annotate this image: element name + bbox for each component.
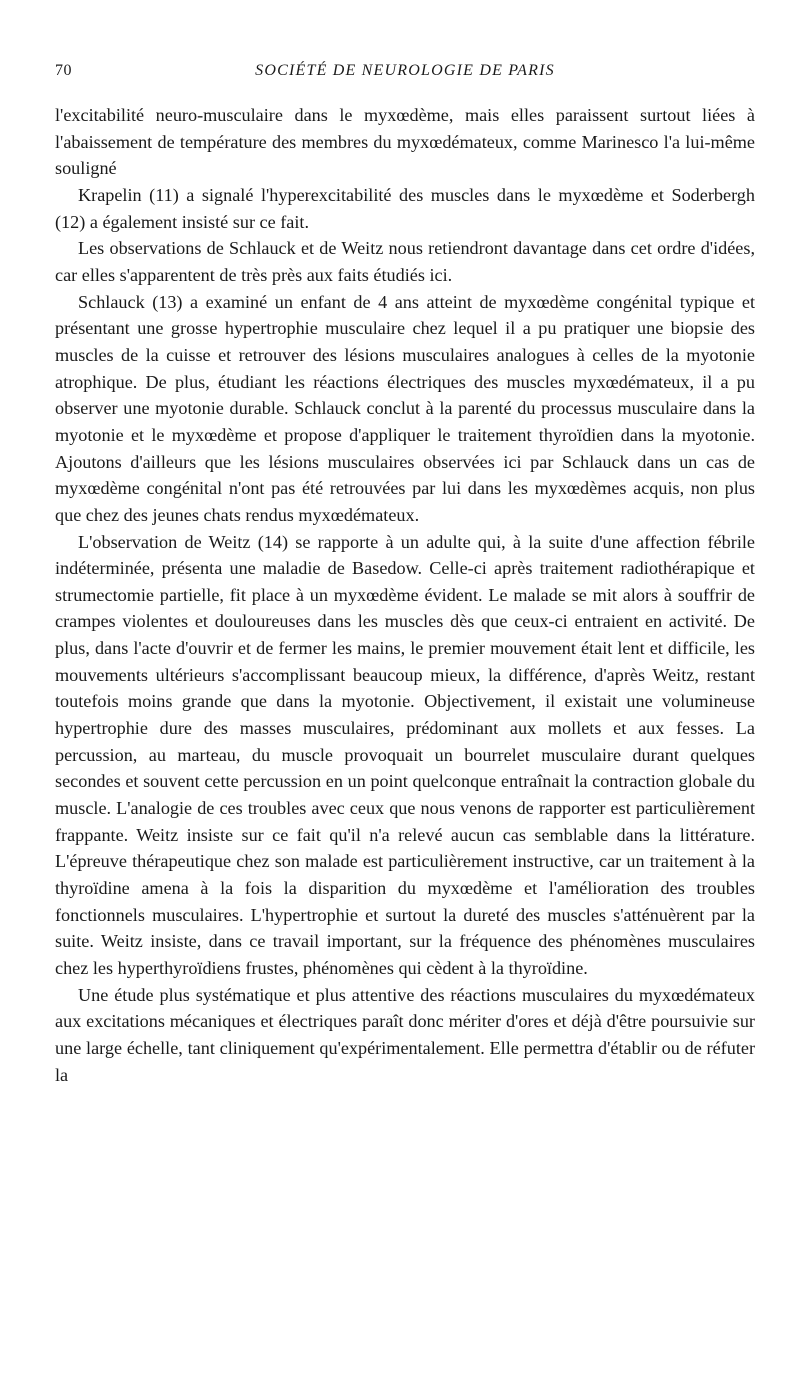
paragraph-krapelin: Krapelin (11) a signalé l'hyperexcitabilité des muscles dans le myxœdème et Soderbergh (12) a également insisté sur ce fait.: [55, 184, 755, 232]
paragraph-observations: Les observations de Schlauck et de Weitz nous retiendront davantage dans cet ordre d'idées, car elles s'apparentent de très près aux faits étudiés ici.: [55, 238, 755, 285]
running-header: [55, 62, 755, 86]
document-page: [55, 62, 755, 1088]
journal-title: SOCIÉTÉ DE NEUROLOGIE DE PARIS: [255, 62, 555, 79]
body-text: [55, 102, 755, 1088]
paragraph-schlauck: Schlauck (13) a examiné un enfant de 4 ans atteint de myxœdème congénital typique et présentant une grosse hypertrophie musculaire chez lequel il a pu pratiquer une biopsie des muscles de la cuisse et retrouver des lésions musculaires analogues à celles de la myotonie atrophique. De plus, étudiant les réactions électriques des muscles myxœdémateux, il a pu observer une myotonie durable. Schlauck conclut à la parenté du processus musculaire dans la myotonie et le myxœdème et propose d'appliquer le traitement thyroïdien dans la myotonie. Ajoutons d'ailleurs que les lésions musculaires observées ici par Schlauck dans un cas de myxœdème congénital n'ont pas été retrouvées par lui dans les myxœdèmes acquis, non plus que chez des jeunes chats rendus myxœdémateux.: [55, 291, 755, 525]
paragraph-conclusion: Une étude plus systématique et plus attentive des réactions musculaires du myxœdémateux aux excitations mécaniques et électriques paraît donc mériter d'ores et déjà d'être poursuivie sur une large échelle, tant cliniquement qu'expérimentalement. Elle permettra d'établir ou de réfuter la: [55, 984, 755, 1085]
paragraph-continuation: l'excitabilité neuro-musculaire dans le myxœdème, mais elles paraissent surtout liées à l'abaissement de température des membres du myxœdémateux, comme Marinesco l'a lui-même souligné: [55, 105, 755, 179]
paragraph-weitz: L'observation de Weitz (14) se rapporte à un adulte qui, à la suite d'une affection fébrile indéterminée, présenta une maladie de Basedow. Celle-ci après traitement radiothérapique et strumectomie partielle, fit place à un myxœdème évident. Le malade se mit alors à souffrir de crampes violentes et douloureuses dans les muscles dès que ceux-ci entraient en activité. De plus, dans l'acte d'ouvrir et de fermer les mains, le premier mouvement était lent et difficile, les mouvements ultérieurs s'accomplissant beaucoup mieux, la différence, d'après Weitz, restant toutefois moins grande que dans la myotonie. Objectivement, il existait une volumineuse hypertrophie dure des masses musculaires, prédominant aux mollets et aux fesses. La percussion, au marteau, du muscle provoquait un bourrelet musculaire durant quelques secondes et souvent cette percussion en un point quelconque entraînait la contraction globale du muscle. L'analogie de ces troubles avec ceux que nous venons de rapporter est particulièrement frappante. Weitz insiste sur ce fait qu'il n'a relevé aucun cas semblable dans la littérature. L'épreuve thérapeutique chez son malade est particulièrement instructive, car un traitement à la thyroïdine amena à la fois la disparition du myxœdème et l'amélioration des troubles fonctionnels musculaires. L'hypertrophie et surtout la dureté des muscles s'atténuèrent par la suite. Weitz insiste, dans ce travail important, sur la fréquence des phénomènes musculaires chez les hyperthyroïdiens frustes, phénomènes qui cèdent à la thyroïdine.: [55, 531, 755, 978]
page-number: 70: [55, 62, 72, 79]
